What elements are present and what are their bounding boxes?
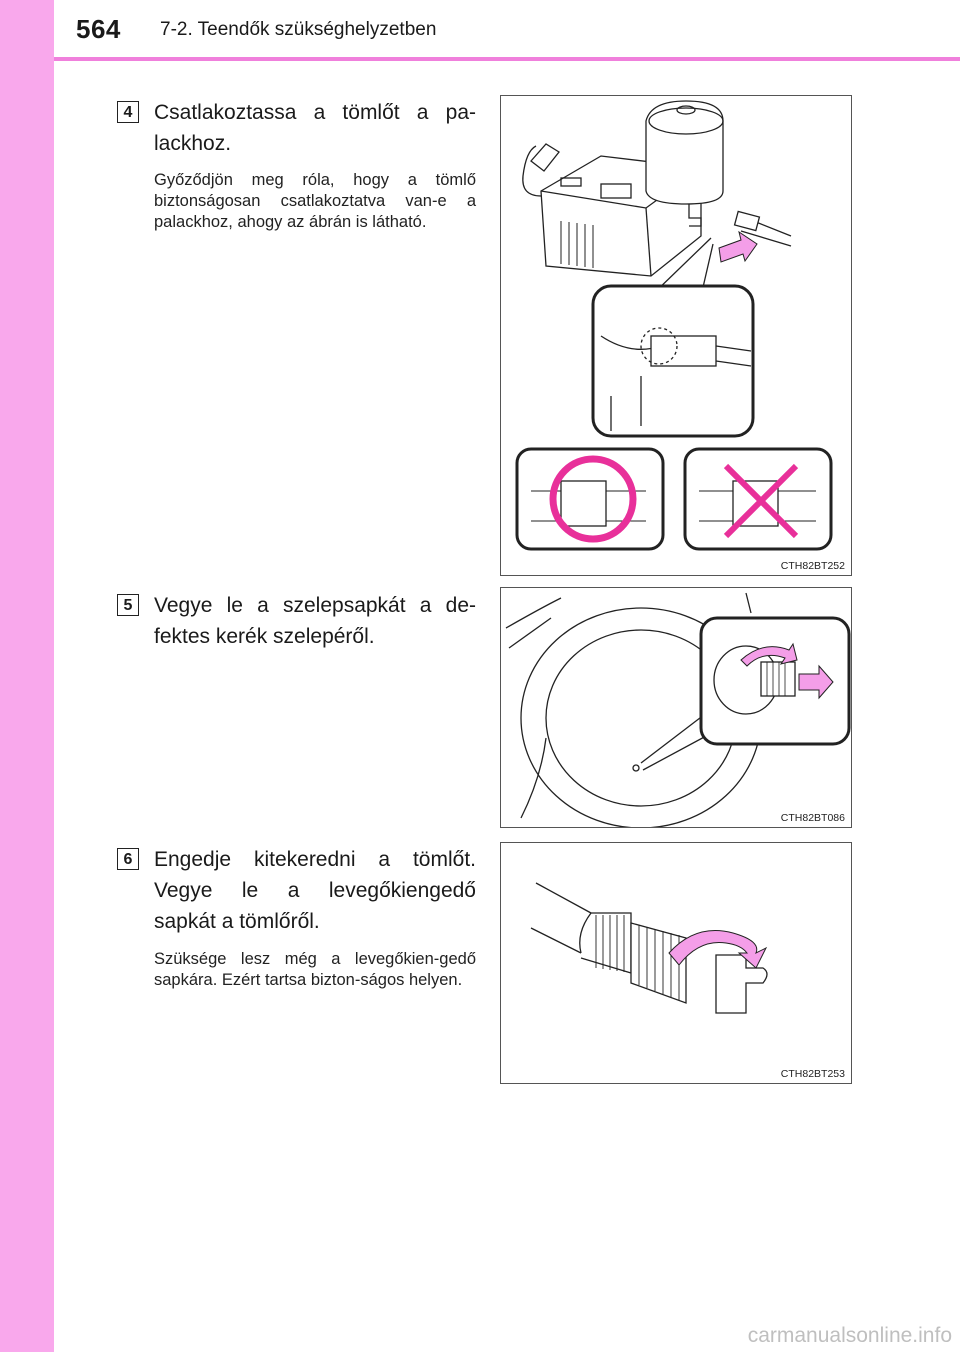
step-6-line-3: sapkát a tömlőről. <box>154 910 320 933</box>
watermark: carmanualsonline.info <box>747 1324 952 1347</box>
figure-air-release-cap <box>500 842 852 1084</box>
compressor-illustration <box>501 96 852 576</box>
header-rule <box>54 57 960 61</box>
step-6-line-1: Engedje kitekeredni a tömlőt. <box>154 848 476 871</box>
step-4-line-2: lackhoz. <box>154 132 232 155</box>
step-4-note: Győződjön meg róla, hogy a tömlő biztonságosan csatlakoztatva van-e a palackhoz, ahogy az ábrán is látható. <box>154 171 476 231</box>
figure-code: CTH82BT086 <box>780 812 845 824</box>
figure-code: CTH82BT253 <box>780 1068 845 1080</box>
figure-hose-connection <box>500 95 852 576</box>
step-6-line-2: Vegye le a levegőkiengedő <box>154 879 476 902</box>
step-5-text <box>154 590 476 652</box>
step-5-line-1: Vegye le a szelepsapkát a de- <box>154 594 476 617</box>
step-6-text <box>154 844 476 937</box>
step-6-note: Szüksége lesz még a levegőkien-gedő sapkára. Ezért tartsa bizton-ságos helyen. <box>154 950 476 989</box>
tire-valve-illustration <box>501 588 852 828</box>
step-number-6: 6 <box>117 848 139 870</box>
step-5-line-2: fektes kerék szelepéről. <box>154 625 375 648</box>
section-title: 7-2. Teendők szükséghelyzetben <box>160 19 437 40</box>
step-number-4: 4 <box>117 101 139 123</box>
hose-cap-illustration <box>501 843 852 1084</box>
figure-code: CTH82BT252 <box>780 560 845 572</box>
step-number-5: 5 <box>117 594 139 616</box>
step-4-line-1: Csatlakoztassa a tömlőt a pa- <box>154 101 476 124</box>
side-tab-bar <box>0 0 54 1352</box>
step-4-text <box>154 97 476 159</box>
page-number: 564 <box>76 14 121 44</box>
figure-valve-cap <box>500 587 852 828</box>
